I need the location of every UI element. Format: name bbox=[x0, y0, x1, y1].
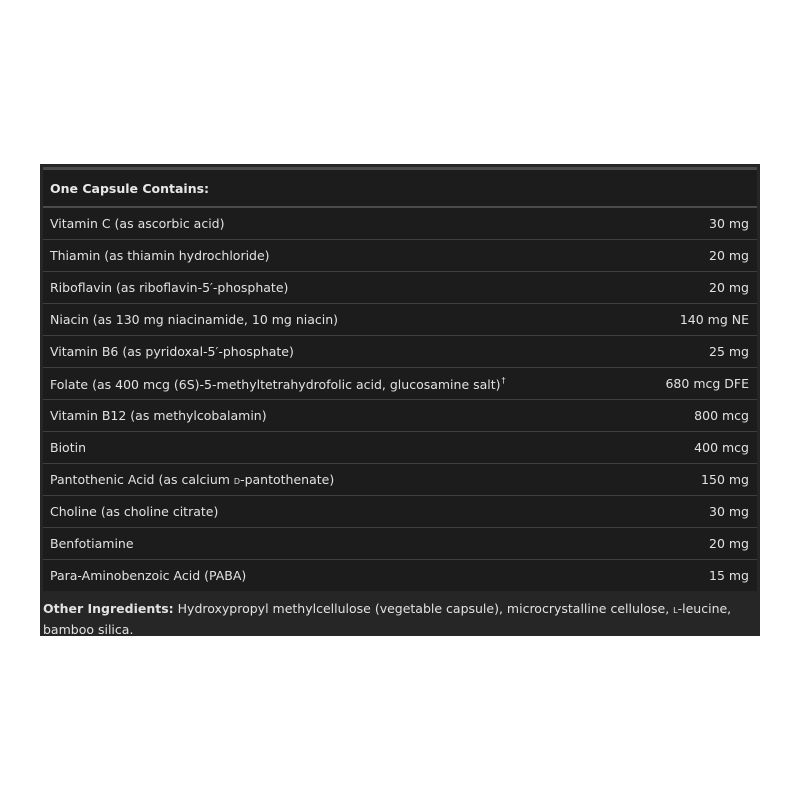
table-row bbox=[43, 240, 757, 272]
ingredient-name: Choline (as choline citrate) bbox=[50, 504, 219, 519]
ingredient-name: Vitamin B6 (as pyridoxal-5′-phosphate) bbox=[50, 344, 294, 359]
ingredient-amount: 20 mg bbox=[709, 248, 749, 263]
table-row bbox=[43, 496, 757, 528]
table-row bbox=[43, 272, 757, 304]
other-ingredients-label: Other Ingredients: bbox=[43, 601, 174, 616]
ingredient-name: Thiamin (as thiamin hydrochloride) bbox=[50, 248, 270, 263]
ingredient-name-text: Folate (as 400 mcg (6S)-5-methyltetrahydrofolic acid, glucosamine salt) bbox=[50, 376, 501, 392]
ingredient-amount: 150 mg bbox=[701, 472, 749, 487]
table-row bbox=[43, 560, 757, 591]
ingredient-amount: 400 mcg bbox=[694, 440, 749, 455]
other-ingredients bbox=[40, 591, 760, 640]
ingredient-name bbox=[50, 472, 334, 487]
table-row bbox=[43, 336, 757, 368]
ingredient-name: Benfotiamine bbox=[50, 536, 134, 551]
ingredient-amount: 15 mg bbox=[709, 568, 749, 583]
table-row bbox=[43, 208, 757, 240]
other-ingredients-text: Hydroxypropyl methylcellulose (vegetable capsule), microcrystalline cellulose, bbox=[173, 601, 674, 616]
table-row bbox=[43, 528, 757, 560]
ingredient-name: Vitamin C (as ascorbic acid) bbox=[50, 216, 225, 231]
footnote-mark: † bbox=[501, 375, 506, 385]
ingredient-name: Para-Aminobenzoic Acid (PABA) bbox=[50, 568, 247, 583]
ingredient-amount: 140 mg NE bbox=[679, 312, 749, 327]
table-row bbox=[43, 368, 757, 400]
ingredient-name: Vitamin B12 (as methylcobalamin) bbox=[50, 408, 267, 423]
ingredient-amount: 800 mcg bbox=[694, 408, 749, 423]
table-row bbox=[43, 432, 757, 464]
small-caps-prefix: l bbox=[673, 603, 678, 616]
ingredient-amount: 25 mg bbox=[709, 344, 749, 359]
ingredient-amount: 30 mg bbox=[709, 216, 749, 231]
supplement-facts-panel bbox=[40, 164, 760, 636]
header-title: One Capsule Contains: bbox=[50, 180, 210, 196]
small-caps-prefix: d bbox=[233, 474, 241, 487]
ingredient-name: Riboflavin (as riboflavin-5′-phosphate) bbox=[50, 280, 289, 295]
ingredient-amount: 30 mg bbox=[709, 504, 749, 519]
ingredient-name-part: -pantothenate) bbox=[240, 472, 335, 487]
table-row bbox=[43, 400, 757, 432]
ingredients-table bbox=[43, 167, 757, 591]
other-ingredients-text: -leucine, bamboo silica. bbox=[43, 601, 732, 637]
ingredient-amount: 20 mg bbox=[709, 536, 749, 551]
table-header bbox=[43, 170, 757, 208]
ingredient-name: Niacin (as 130 mg niacinamide, 10 mg niacin) bbox=[50, 312, 339, 327]
ingredient-name-part: Pantothenic Acid (as calcium bbox=[50, 472, 234, 487]
table-row bbox=[43, 304, 757, 336]
ingredient-name: Biotin bbox=[50, 440, 86, 455]
ingredient-amount: 680 mcg DFE bbox=[665, 376, 749, 391]
ingredient-amount: 20 mg bbox=[709, 280, 749, 295]
table-row bbox=[43, 464, 757, 496]
ingredient-name bbox=[50, 376, 506, 392]
